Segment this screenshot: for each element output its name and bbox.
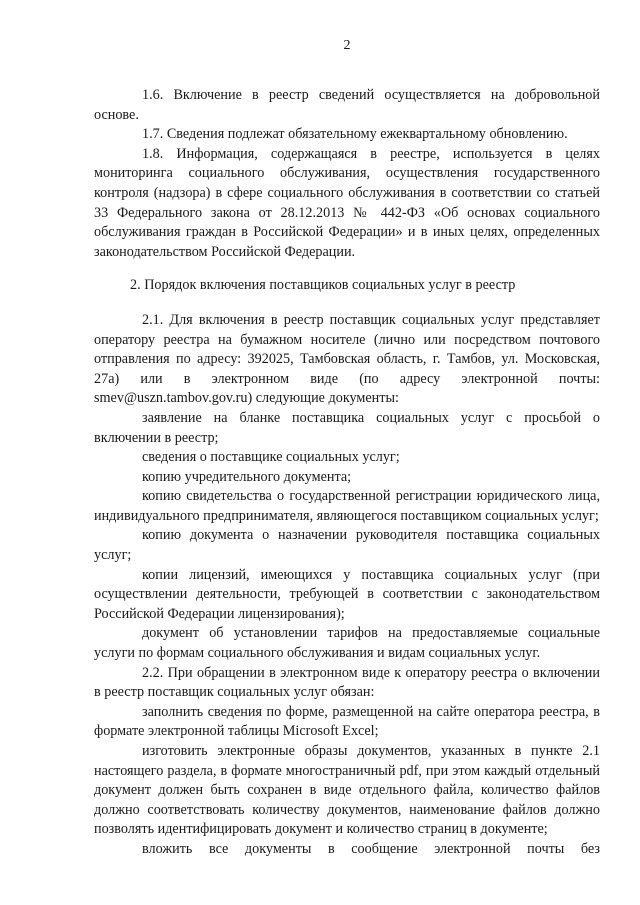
document-body (94, 86, 600, 860)
list-item: заполнить сведения по форме, размещенной на сайте оператора реестра, в формате электронной таблицы Microsoft Excel; (94, 703, 600, 740)
list-item: заявление на бланке поставщика социальных услуг с просьбой о включении в реестр; (94, 409, 600, 446)
list-item: копию учредительного документа; (142, 468, 352, 485)
page-number: 2 (343, 38, 351, 53)
paragraph-2-2: 2.2. При обращении в электронном виде к оператору реестра о включении в реестр поставщик социальных услуг обязан: (94, 664, 600, 701)
paragraph-2-1: 2.1. Для включения в реестр поставщик социальных услуг представляет оператору реестра на бумажном носителе (лично или посредством почтового отправления по адресу: 392025, Тамбовская область, г. Тамбов, ул. Московская, 27а) или в электронном виде (по адресу электронной почты: smev@uszn.tambov.gov.ru) следующие документы: (94, 311, 600, 407)
list-item: изготовить электронные образы документов, указанных в пункте 2.1 настоящего раздела, в формате многостраничный pdf, при этом каждый отдельный документ должен быть сохранен в виде отдельного файла, количество файлов должно соответствовать количеству документов, наименование файлов должно позволять идентифицировать документ и количество страниц в документе; (94, 743, 600, 838)
list-item: копию свидетельства о государственной регистрации юридического лица, индивидуального предпринимателя, являющегося поставщиком социальных услуг; (94, 488, 600, 524)
list-item: копию документа о назначении руководителя поставщика социальных услуг; (94, 527, 600, 564)
section-2-heading: 2. Порядок включения поставщиков социальных услуг в реестр (130, 277, 516, 294)
list-item: сведения о поставщике социальных услуг; (142, 449, 400, 466)
list-item: документ об установлении тарифов на предоставляемые социальные услуги по формам социального обслуживания и видам социальных услуг. (94, 625, 600, 662)
list-item: копии лицензий, имеющихся у поставщика социальных услуг (при осуществлении деятельности, требующей в соответствии с законодательством Российской Федерации лицензирования); (94, 566, 600, 622)
paragraph-1-8: 1.8. Информация, содержащаяся в реестре, используется в целях мониторинга социального обслуживания, осуществления государственного контроля (надзора) в сфере социального обслуживания в соответствии со статьей 33 Федерального закона от 28.12.2013 № 442-ФЗ «Об основах социального обслуживания граждан в Российской Федерации» и в иных целях, определенных законодательством Российской Федерации. (94, 145, 600, 260)
paragraph-1-6: 1.6. Включение в реестр сведений осуществляется на добровольной основе. (94, 87, 600, 123)
paragraph-1-7: 1.7. Сведения подлежат обязательному ежеквартальному обновлению. (142, 126, 568, 143)
list-item: вложить все документы в сообщение электронной почты без (142, 840, 600, 857)
document-page (94, 0, 600, 905)
